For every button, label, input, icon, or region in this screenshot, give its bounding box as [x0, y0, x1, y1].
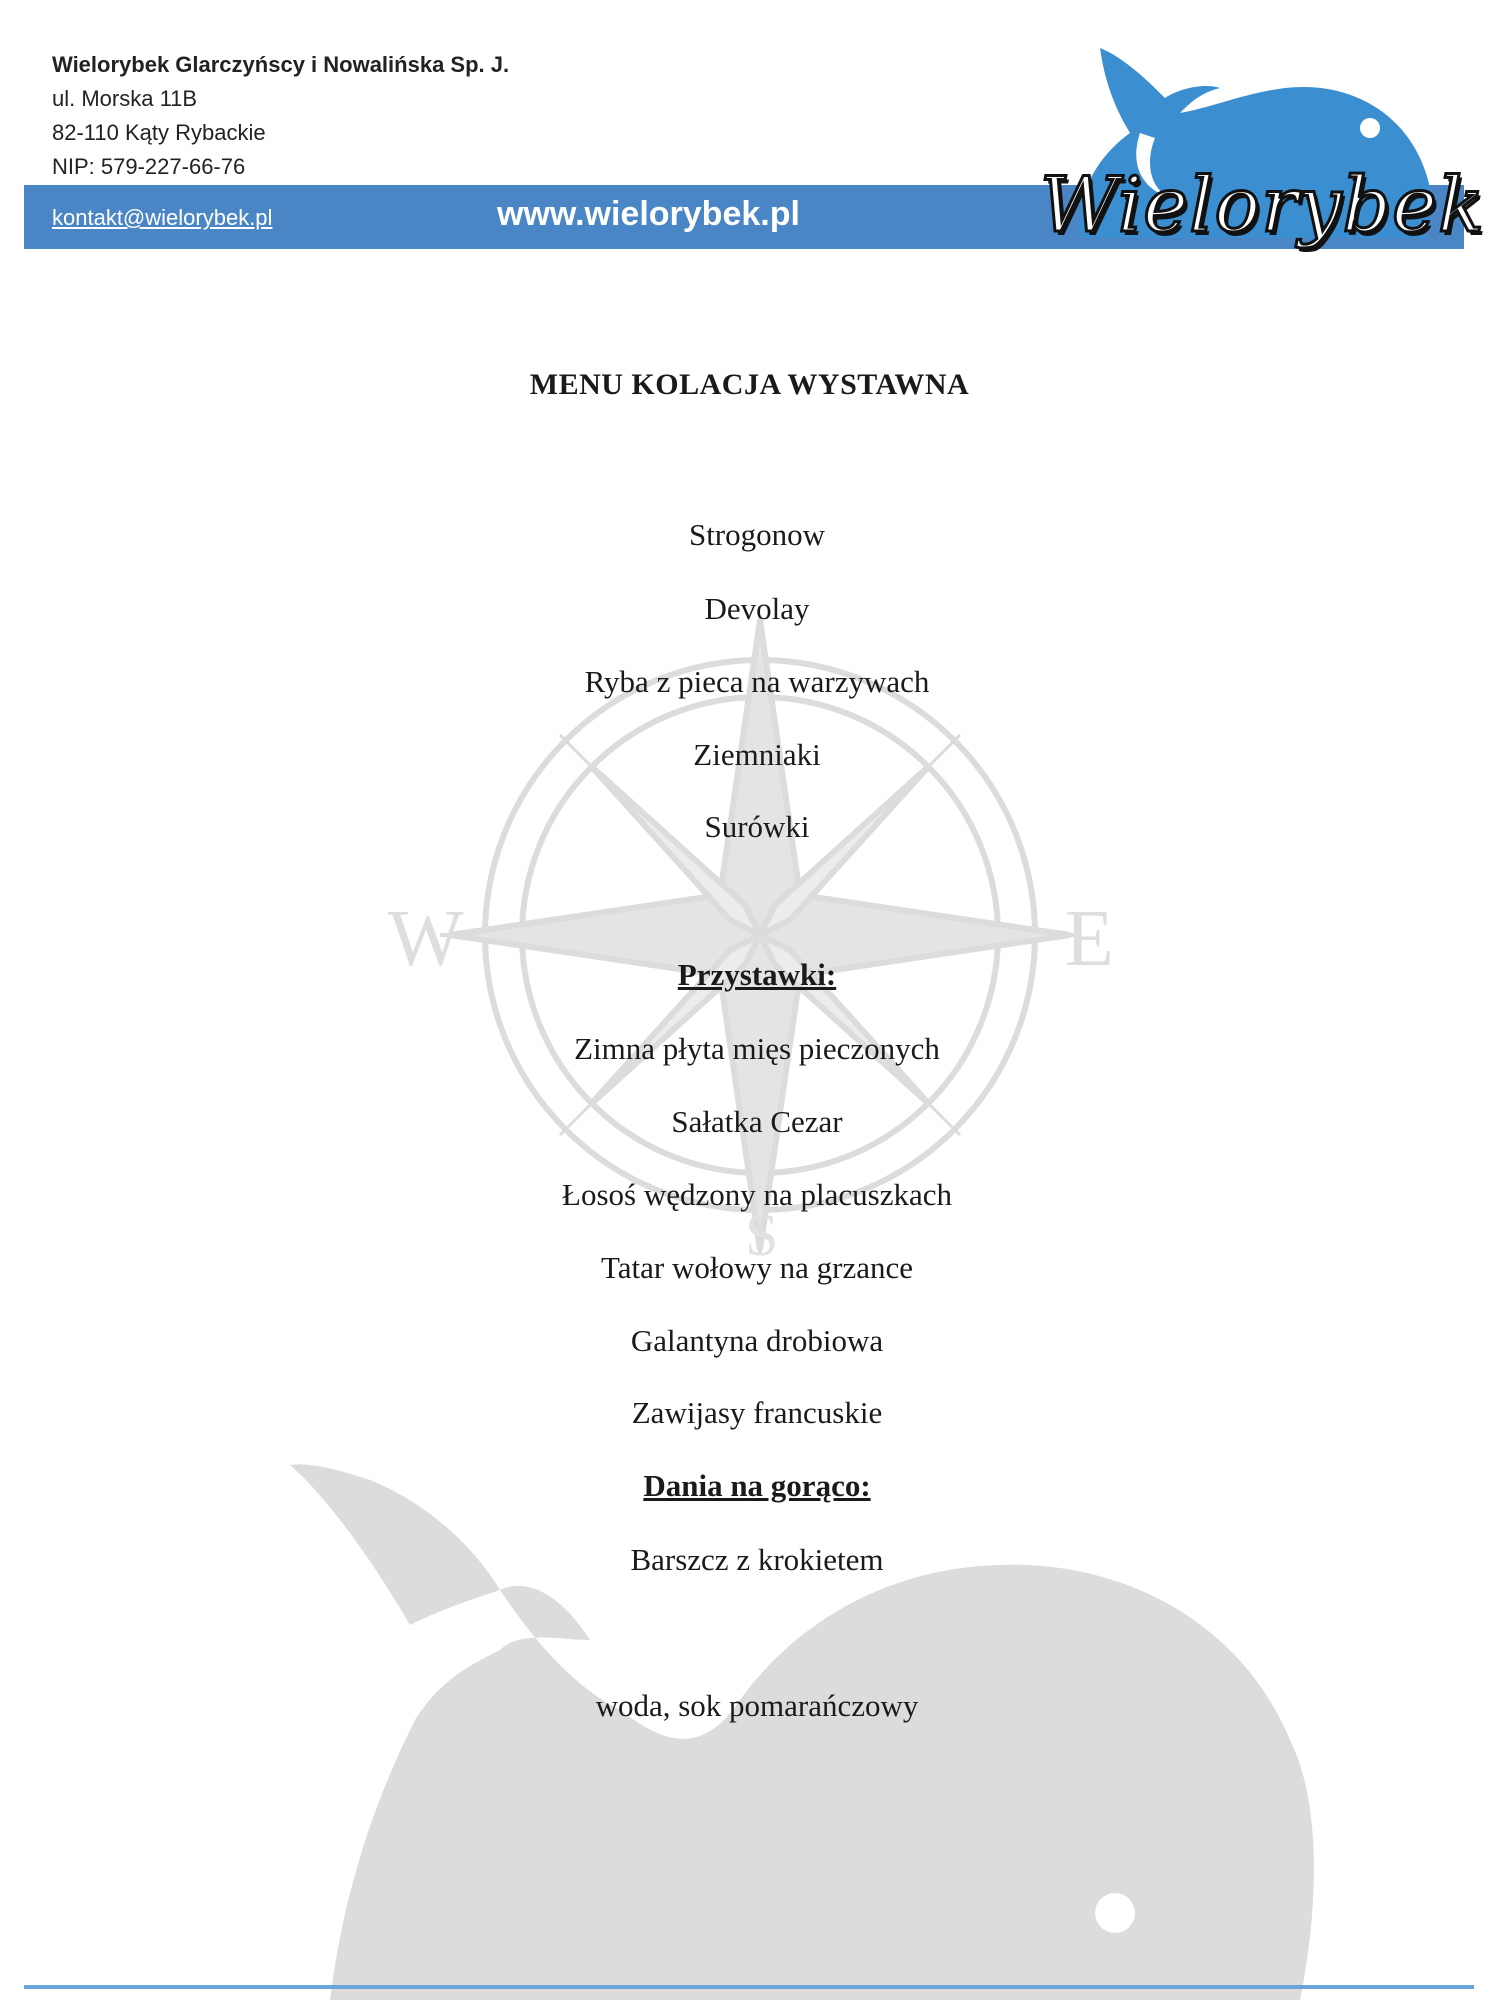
company-city: 82-110 Kąty Rybackie [52, 120, 266, 145]
starter-item: Łosoś wędzony na placuszkach [562, 1177, 952, 1212]
compass-south-letter: S [745, 1202, 779, 1268]
hot-dish-item: Barszcz z krokietem [630, 1542, 884, 1577]
website-link[interactable]: www.wielorybek.pl [497, 195, 800, 233]
starter-item: Tatar wołowy na grzance [601, 1250, 913, 1285]
company-street: ul. Morska 11B [52, 86, 198, 111]
compass-west-letter: W [388, 895, 464, 983]
company-name: Wielorybek Glarczyńscy i Nowalińska Sp. J. [52, 52, 510, 77]
main-dish-item: Devolay [704, 591, 810, 626]
starter-item: Galantyna drobiowa [630, 1323, 884, 1358]
main-dish-item: Surówki [704, 809, 810, 844]
footer-rule [24, 1985, 1474, 1989]
compass-east-letter: E [1065, 895, 1114, 983]
company-contact-block [52, 48, 509, 184]
compass-rose-icon [440, 615, 1080, 1255]
hot-dishes-heading: Dania na gorąco: [643, 1468, 871, 1503]
starters-heading: Przystawki: [677, 957, 837, 992]
starter-item: Zimna płyta mięs pieczonych [574, 1031, 940, 1066]
company-nip: NIP: 579-227-66-76 [52, 154, 246, 179]
starter-item: Sałatka Cezar [671, 1104, 843, 1139]
menu-title: MENU KOLACJA WYSTAWNA [529, 368, 970, 401]
starter-item: Zawijasy francuskie [631, 1395, 883, 1430]
logo-wordmark: Wielorybek [1040, 160, 1486, 249]
email-link[interactable]: kontakt@wielorybek.pl [52, 205, 273, 230]
main-dish-item: Ryba z pieca na warzywach [584, 664, 930, 699]
drinks-line: woda, sok pomarańczowy [595, 1688, 919, 1723]
main-dish-item: Ziemniaki [693, 737, 821, 772]
whale-eye-icon [1095, 1893, 1135, 1933]
main-dish-item: Strogonow [688, 517, 826, 552]
